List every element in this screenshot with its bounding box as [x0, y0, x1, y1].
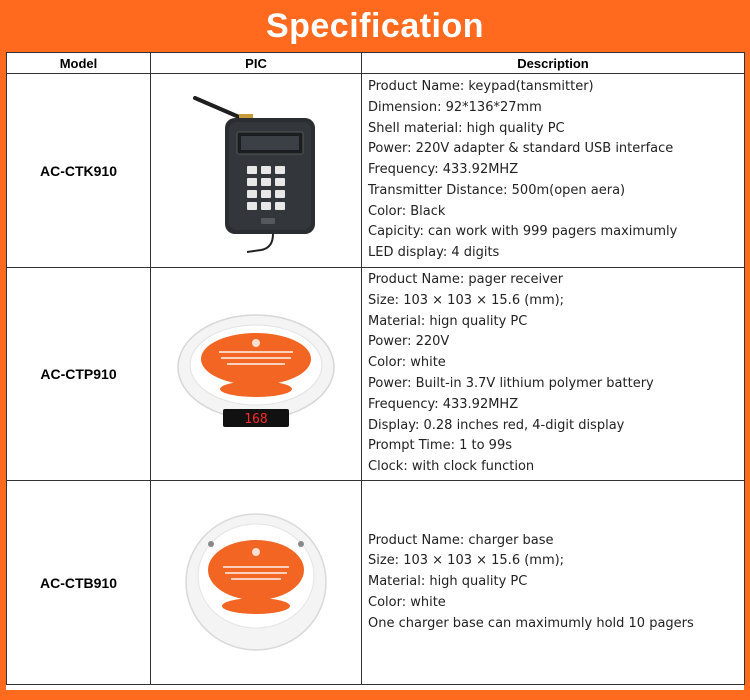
table-header-row — [7, 53, 745, 74]
model-cell: AC-CTK910 — [7, 74, 151, 268]
description-line: Size: 103 × 103 × 15.6 (mm); — [368, 292, 565, 308]
header-description: Description — [362, 53, 745, 74]
description-line: Transmitter Distance: 500m(open aera) — [368, 182, 626, 198]
description-line: Color: Black — [368, 203, 446, 219]
pager-display-digits: 168 — [244, 412, 268, 427]
pic-cell — [151, 481, 362, 685]
table-row — [7, 268, 745, 481]
description-line: Product Name: charger base — [368, 532, 554, 548]
description-line: LED display: 4 digits — [368, 245, 500, 261]
description-cell — [362, 481, 745, 685]
description-line: Material: high quality PC — [368, 574, 528, 590]
description-line: Size: 103 × 103 × 15.6 (mm); — [368, 553, 565, 569]
description-line: Product Name: pager receiver — [368, 272, 564, 288]
charger-base-image — [181, 508, 331, 658]
keypad-transmitter-image — [181, 86, 331, 256]
description-cell — [362, 268, 745, 481]
description-line: Color: white — [368, 594, 446, 610]
table-row — [7, 481, 745, 685]
description-line: Dimension: 92*136*27mm — [368, 99, 542, 115]
description-line: Capicity: can work with 999 pagers maximumly — [368, 224, 678, 240]
description-line: Power: Built-in 3.7V lithium polymer battery — [368, 376, 654, 391]
description-line: Power: 220V — [368, 334, 450, 350]
header-model: Model — [7, 53, 151, 74]
description-line: Frequency: 433.92MHZ — [368, 162, 519, 178]
description-line: Clock: with clock function — [368, 459, 535, 475]
header-pic: PIC — [151, 53, 362, 74]
specification-banner — [0, 0, 750, 52]
spec-table-container — [6, 52, 744, 690]
pager-receiver-image — [171, 309, 341, 439]
description-line: Color: white — [368, 355, 446, 371]
description-line: Frequency: 433.92MHZ — [368, 396, 519, 412]
pic-cell — [151, 268, 362, 481]
model-cell: AC-CTP910 — [7, 268, 151, 481]
table-row — [7, 74, 745, 268]
description-line: Prompt Time: 1 to 99s — [368, 438, 512, 454]
description-line: Material: hign quality PC — [368, 313, 528, 329]
description-line: Display: 0.28 inches red, 4-digit display — [368, 417, 625, 433]
page-title: Specification — [265, 6, 485, 45]
description-line: One charger base can maximumly hold 10 pagers — [368, 615, 694, 631]
model-cell: AC-CTB910 — [7, 481, 151, 685]
description-line: Product Name: keypad(tansmitter) — [368, 78, 594, 94]
description-cell — [362, 74, 745, 268]
description-line: Power: 220V adapter & standard USB interface — [368, 141, 674, 157]
description-line: Shell material: high quality PC — [368, 120, 565, 136]
pic-cell — [151, 74, 362, 268]
spec-table — [6, 52, 745, 685]
